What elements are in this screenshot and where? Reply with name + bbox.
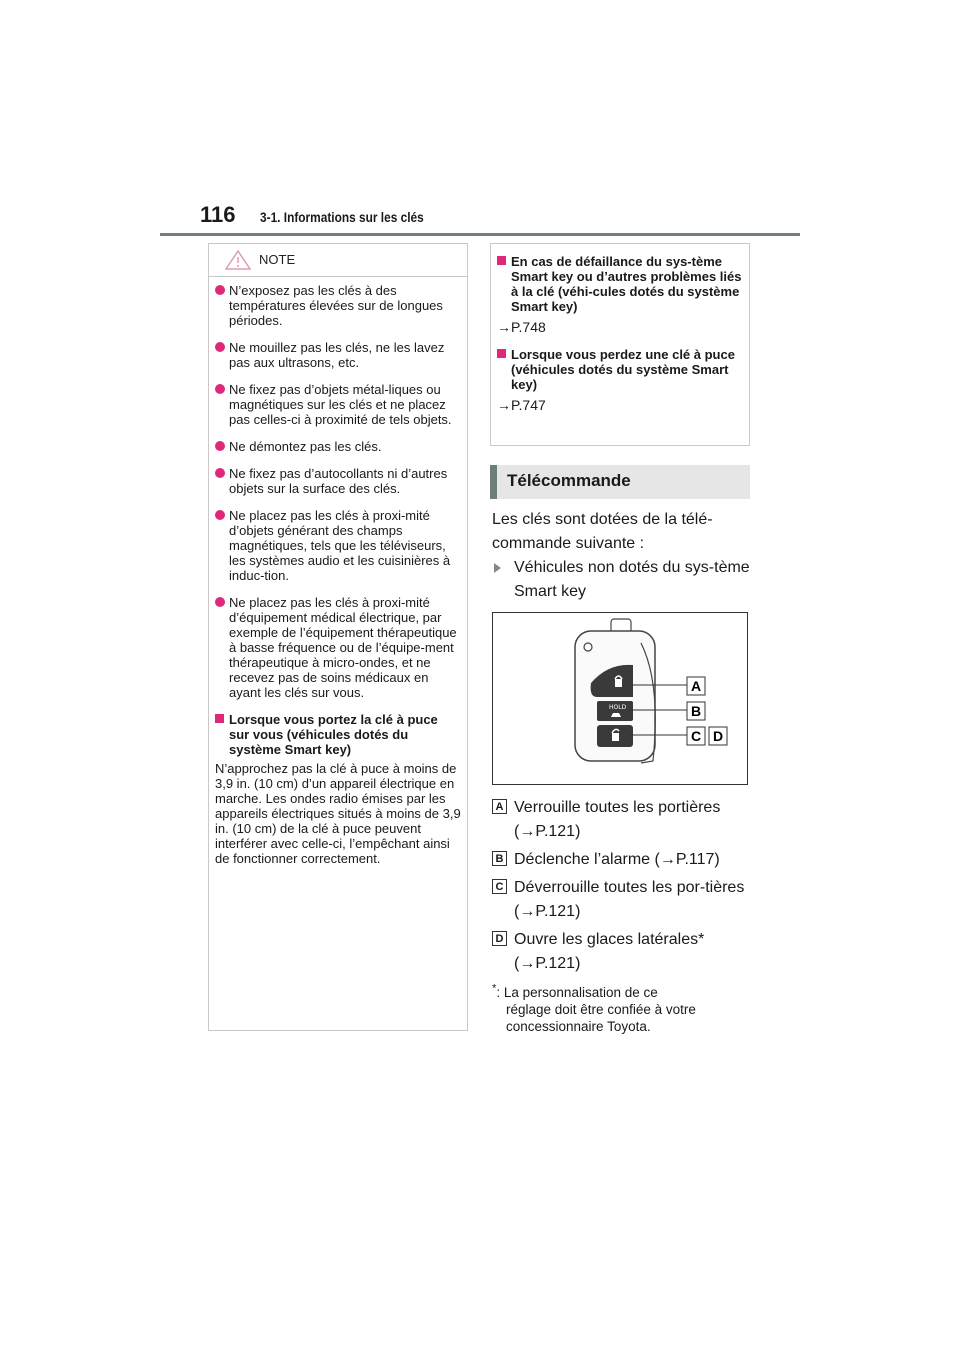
note-bullet: Ne placez pas les clés à proxi-mité d’objets générant des champs magnétiques, tels que les téléviseurs, les systèmes audio et les cuisinières à induc-tion. bbox=[215, 508, 461, 583]
variant-item: Véhicules non dotés du sys-tème Smart key bbox=[494, 556, 754, 604]
info-ref-1[interactable]: →P.748 bbox=[497, 319, 546, 335]
figure-label-a: A bbox=[690, 678, 702, 694]
bullet-dot-icon bbox=[215, 597, 225, 607]
note-bullet: Ne mouillez pas les clés, ne les lavez pas aux ultrasons, etc. bbox=[215, 340, 461, 370]
note-header bbox=[209, 244, 467, 277]
hold-label: HOLD bbox=[609, 704, 627, 711]
figure-label-b: B bbox=[690, 703, 702, 719]
callout-a: A Verrouille toutes les portières (→P.121) bbox=[492, 796, 754, 844]
triangle-bullet-icon bbox=[494, 563, 501, 573]
figure-label-c: C bbox=[690, 728, 702, 744]
note-label: NOTE bbox=[259, 252, 296, 267]
bullet-dot-icon bbox=[215, 510, 225, 520]
callout-label: C bbox=[492, 879, 507, 894]
note-bullet: Ne démontez pas les clés. bbox=[215, 439, 461, 454]
note-body bbox=[209, 277, 467, 866]
bullet-dot-icon bbox=[215, 384, 225, 394]
note-subtext: N’approchez pas la clé à puce à moins de 3,9 in. (10 cm) d’un appareil électrique en marche. Les ondes radio émises par les appareils électriques situés à moins de 3,9 in. (10 cm) de la clé à puce peuvent interférer avec celle-ci, l’empêchant ainsi de fonctionner correctement. bbox=[215, 761, 461, 866]
warning-icon bbox=[225, 250, 251, 270]
footnote-rest: réglage doit être confiée à votre concessionnaire Toyota. bbox=[506, 1001, 696, 1034]
square-bullet-icon bbox=[497, 256, 506, 265]
page-number: 116 bbox=[200, 202, 236, 227]
note-bullet: Ne fixez pas d’objets métal-liques ou magnétiques sur les clés et ne placez pas celles-ci à proximité de tels objets. bbox=[215, 382, 461, 427]
callout-label: D bbox=[492, 931, 507, 946]
remote-key-illustration bbox=[493, 613, 747, 784]
footnote-line: *: La personnalisation de ce bbox=[492, 982, 658, 1000]
info-heading-2: Lorsque vous perdez une clé à puce (véhicules dotés du système Smart key) bbox=[497, 347, 743, 392]
info-ref-2[interactable]: →P.747 bbox=[497, 397, 546, 413]
note-subheading: Lorsque vous portez la clé à puce sur vous (véhicules dotés du système Smart key) bbox=[215, 712, 461, 757]
bullet-dot-icon bbox=[215, 342, 225, 352]
callout-label: B bbox=[492, 851, 507, 866]
note-bullet: N’exposez pas les clés à des températures élevées sur de longues périodes. bbox=[215, 283, 461, 328]
section-banner bbox=[490, 465, 750, 499]
bullet-dot-icon bbox=[215, 285, 225, 295]
bullet-dot-icon bbox=[215, 468, 225, 478]
footnote bbox=[492, 980, 742, 1035]
section-title: 3-1. Informations sur les clés bbox=[260, 210, 424, 225]
square-bullet-icon bbox=[215, 714, 224, 723]
note-bullet: Ne fixez pas d’autocollants ni d’autres objets sur la surface des clés. bbox=[215, 466, 461, 496]
info-box bbox=[490, 243, 750, 446]
section-heading: Télécommande bbox=[507, 471, 631, 490]
square-bullet-icon bbox=[497, 349, 506, 358]
figure-label-d: D bbox=[712, 728, 724, 744]
info-heading-1: En cas de défaillance du sys-tème Smart key ou d’autres problèmes liés à la clé (véhi-cules dotés du système Smart key) bbox=[497, 254, 743, 314]
remote-key-figure bbox=[492, 612, 748, 785]
page-header bbox=[160, 200, 800, 236]
bullet-dot-icon bbox=[215, 441, 225, 451]
note-box bbox=[208, 243, 468, 1031]
note-bullet: Ne placez pas les clés à proxi-mité d’équipement médical électrique, par exemple de l’équipement thérapeutique à basse fréquence ou de l’équipe-ment thérapeutique à micro-ondes, et ne recevez pas de soins médicaux en ayant les clés sur vous. bbox=[215, 595, 461, 700]
header-rule bbox=[160, 233, 800, 236]
intro-text: Les clés sont dotées de la télé-commande suivante : bbox=[492, 511, 713, 552]
callout-label: A bbox=[492, 799, 507, 814]
callout-b: B Déclenche l’alarme (→P.117) bbox=[492, 848, 754, 872]
callout-c: C Déverrouille toutes les por-tières (→P.121) bbox=[492, 876, 754, 924]
callout-d: D Ouvre les glaces latérales* (→P.121) bbox=[492, 928, 754, 976]
